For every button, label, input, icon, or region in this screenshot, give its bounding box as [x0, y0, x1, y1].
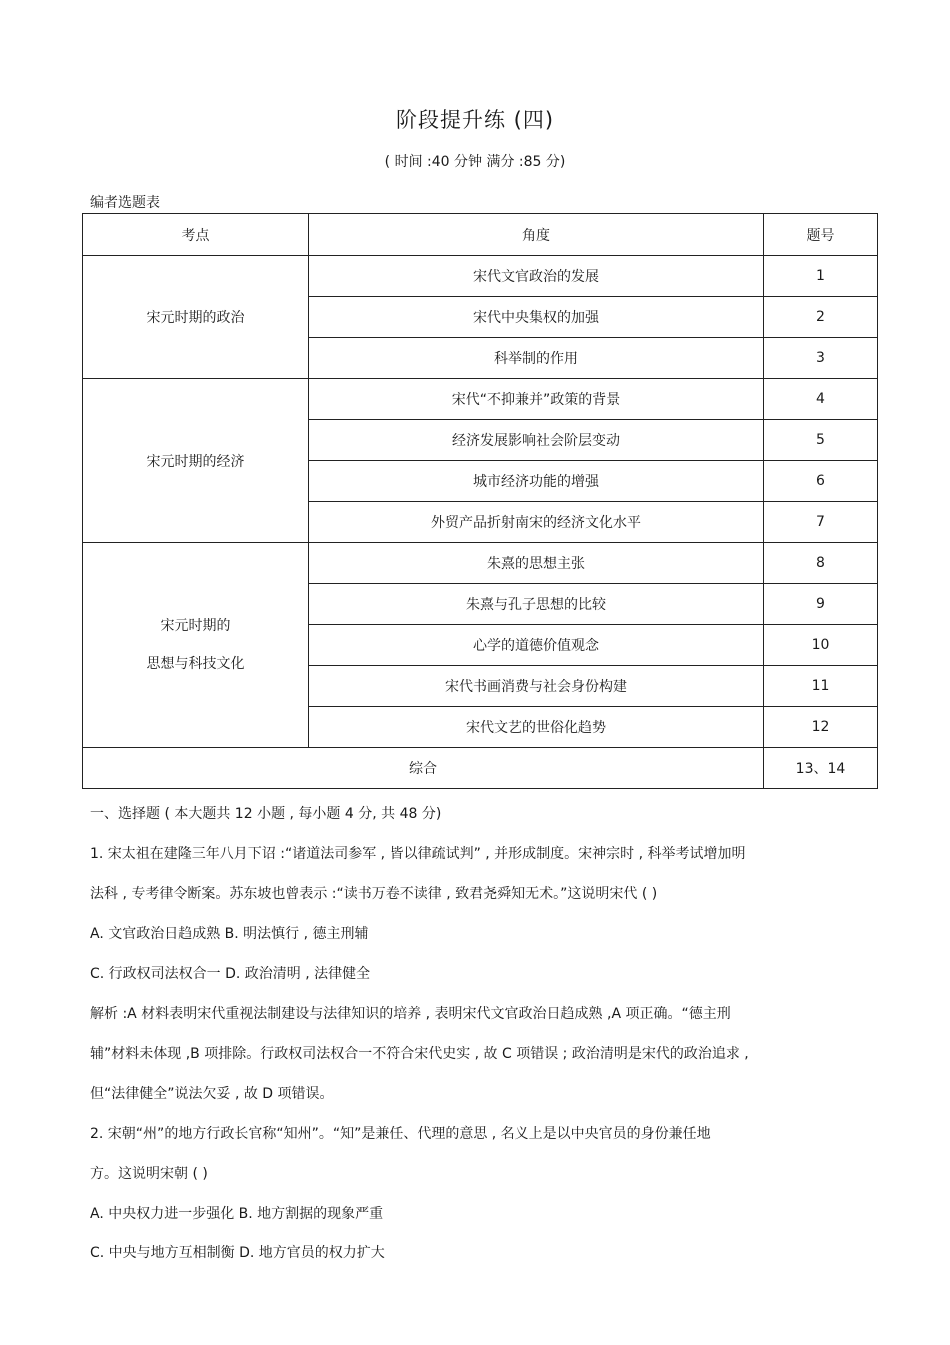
topic-cell: 宋元时期的经济 [83, 379, 309, 543]
number-cell: 5 [764, 420, 878, 461]
question-1-options-ab: A. 文官政治日趋成熟 B. 明法慎行 , 德主刑辅 [90, 926, 369, 942]
question-1-line-1: 1. 宋太祖在建隆三年八月下诏 :“诸道法司参军 , 皆以律疏试判” , 并形成制度。宋神宗时 , 科举考试增加明 [90, 846, 746, 862]
summary-row [83, 748, 878, 789]
topic-line: 宋元时期的 [160, 618, 231, 634]
header-angle: 角度 [309, 214, 764, 256]
question-1-analysis-1: 解析 :A 材料表明宋代重视法制建设与法律知识的培养 , 表明宋代文官政治日趋成熟 ,A 项正确。“德主刑 [90, 1006, 731, 1022]
question-1-analysis-3: 但“法律健全”说法欠妥 , 故 D 项错误。 [90, 1086, 334, 1102]
angle-cell: 城市经济功能的增强 [309, 461, 764, 502]
number-cell: 1 [764, 256, 878, 297]
angle-cell: 宋代文官政治的发展 [309, 256, 764, 297]
angle-cell: 宋代文艺的世俗化趋势 [309, 707, 764, 748]
angle-cell: 外贸产品折射南宋的经济文化水平 [309, 502, 764, 543]
angle-cell: 经济发展影响社会阶层变动 [309, 420, 764, 461]
number-cell: 6 [764, 461, 878, 502]
summary-label: 综合 [83, 748, 764, 789]
table-caption: 编者选题表 [90, 195, 160, 211]
question-2-options-cd: C. 中央与地方互相制衡 D. 地方官员的权力扩大 [90, 1245, 385, 1261]
angle-cell: 朱熹与孔子思想的比较 [309, 584, 764, 625]
section-heading: 一、选择题 ( 本大题共 12 小题 , 每小题 4 分, 共 48 分) [90, 806, 442, 822]
topic-line: 思想与科技文化 [146, 656, 245, 672]
topic-cell: 宋元时期的政治 [83, 256, 309, 379]
number-cell: 11 [764, 666, 878, 707]
topic-selection-table [82, 213, 878, 789]
exam-info: ( 时间 :40 分钟 满分 :85 分) [384, 154, 566, 170]
number-cell: 10 [764, 625, 878, 666]
table-row [83, 379, 878, 420]
number-cell: 3 [764, 338, 878, 379]
number-cell: 8 [764, 543, 878, 584]
question-1-line-2: 法科 , 专考律令断案。苏东坡也曾表示 :“读书万卷不读律 , 致君尧舜知无术。”这说明宋代 ( ) [90, 886, 658, 902]
page-title: 阶段提升练 (四) [395, 108, 555, 132]
angle-cell: 宋代“不抑兼并”政策的背景 [309, 379, 764, 420]
angle-cell: 科举制的作用 [309, 338, 764, 379]
table-row [83, 543, 878, 584]
question-1-analysis-2: 辅”材料未体现 ,B 项排除。行政权司法权合一不符合宋代史实 , 故 C 项错误 ; 政治清明是宋代的政治追求 , [90, 1046, 749, 1062]
topic-cell [83, 543, 309, 748]
summary-number: 13、14 [764, 748, 878, 789]
number-cell: 4 [764, 379, 878, 420]
number-cell: 9 [764, 584, 878, 625]
angle-cell: 宋代中央集权的加强 [309, 297, 764, 338]
question-2-line-2: 方。这说明宋朝 ( ) [90, 1166, 208, 1182]
table-row [83, 256, 878, 297]
question-1-options-cd: C. 行政权司法权合一 D. 政治清明 , 法律健全 [90, 966, 371, 982]
question-2-line-1: 2. 宋朝“州”的地方行政长官称“知州”。“知”是兼任、代理的意思 , 名义上是以中央官员的身份兼任地 [90, 1126, 711, 1142]
angle-cell: 心学的道德价值观念 [309, 625, 764, 666]
table-header-row [83, 214, 878, 256]
header-number: 题号 [764, 214, 878, 256]
number-cell: 12 [764, 707, 878, 748]
number-cell: 2 [764, 297, 878, 338]
number-cell: 7 [764, 502, 878, 543]
angle-cell: 宋代书画消费与社会身份构建 [309, 666, 764, 707]
header-topic: 考点 [83, 214, 309, 256]
question-2-options-ab: A. 中央权力进一步强化 B. 地方割据的现象严重 [90, 1206, 384, 1222]
angle-cell: 朱熹的思想主张 [309, 543, 764, 584]
